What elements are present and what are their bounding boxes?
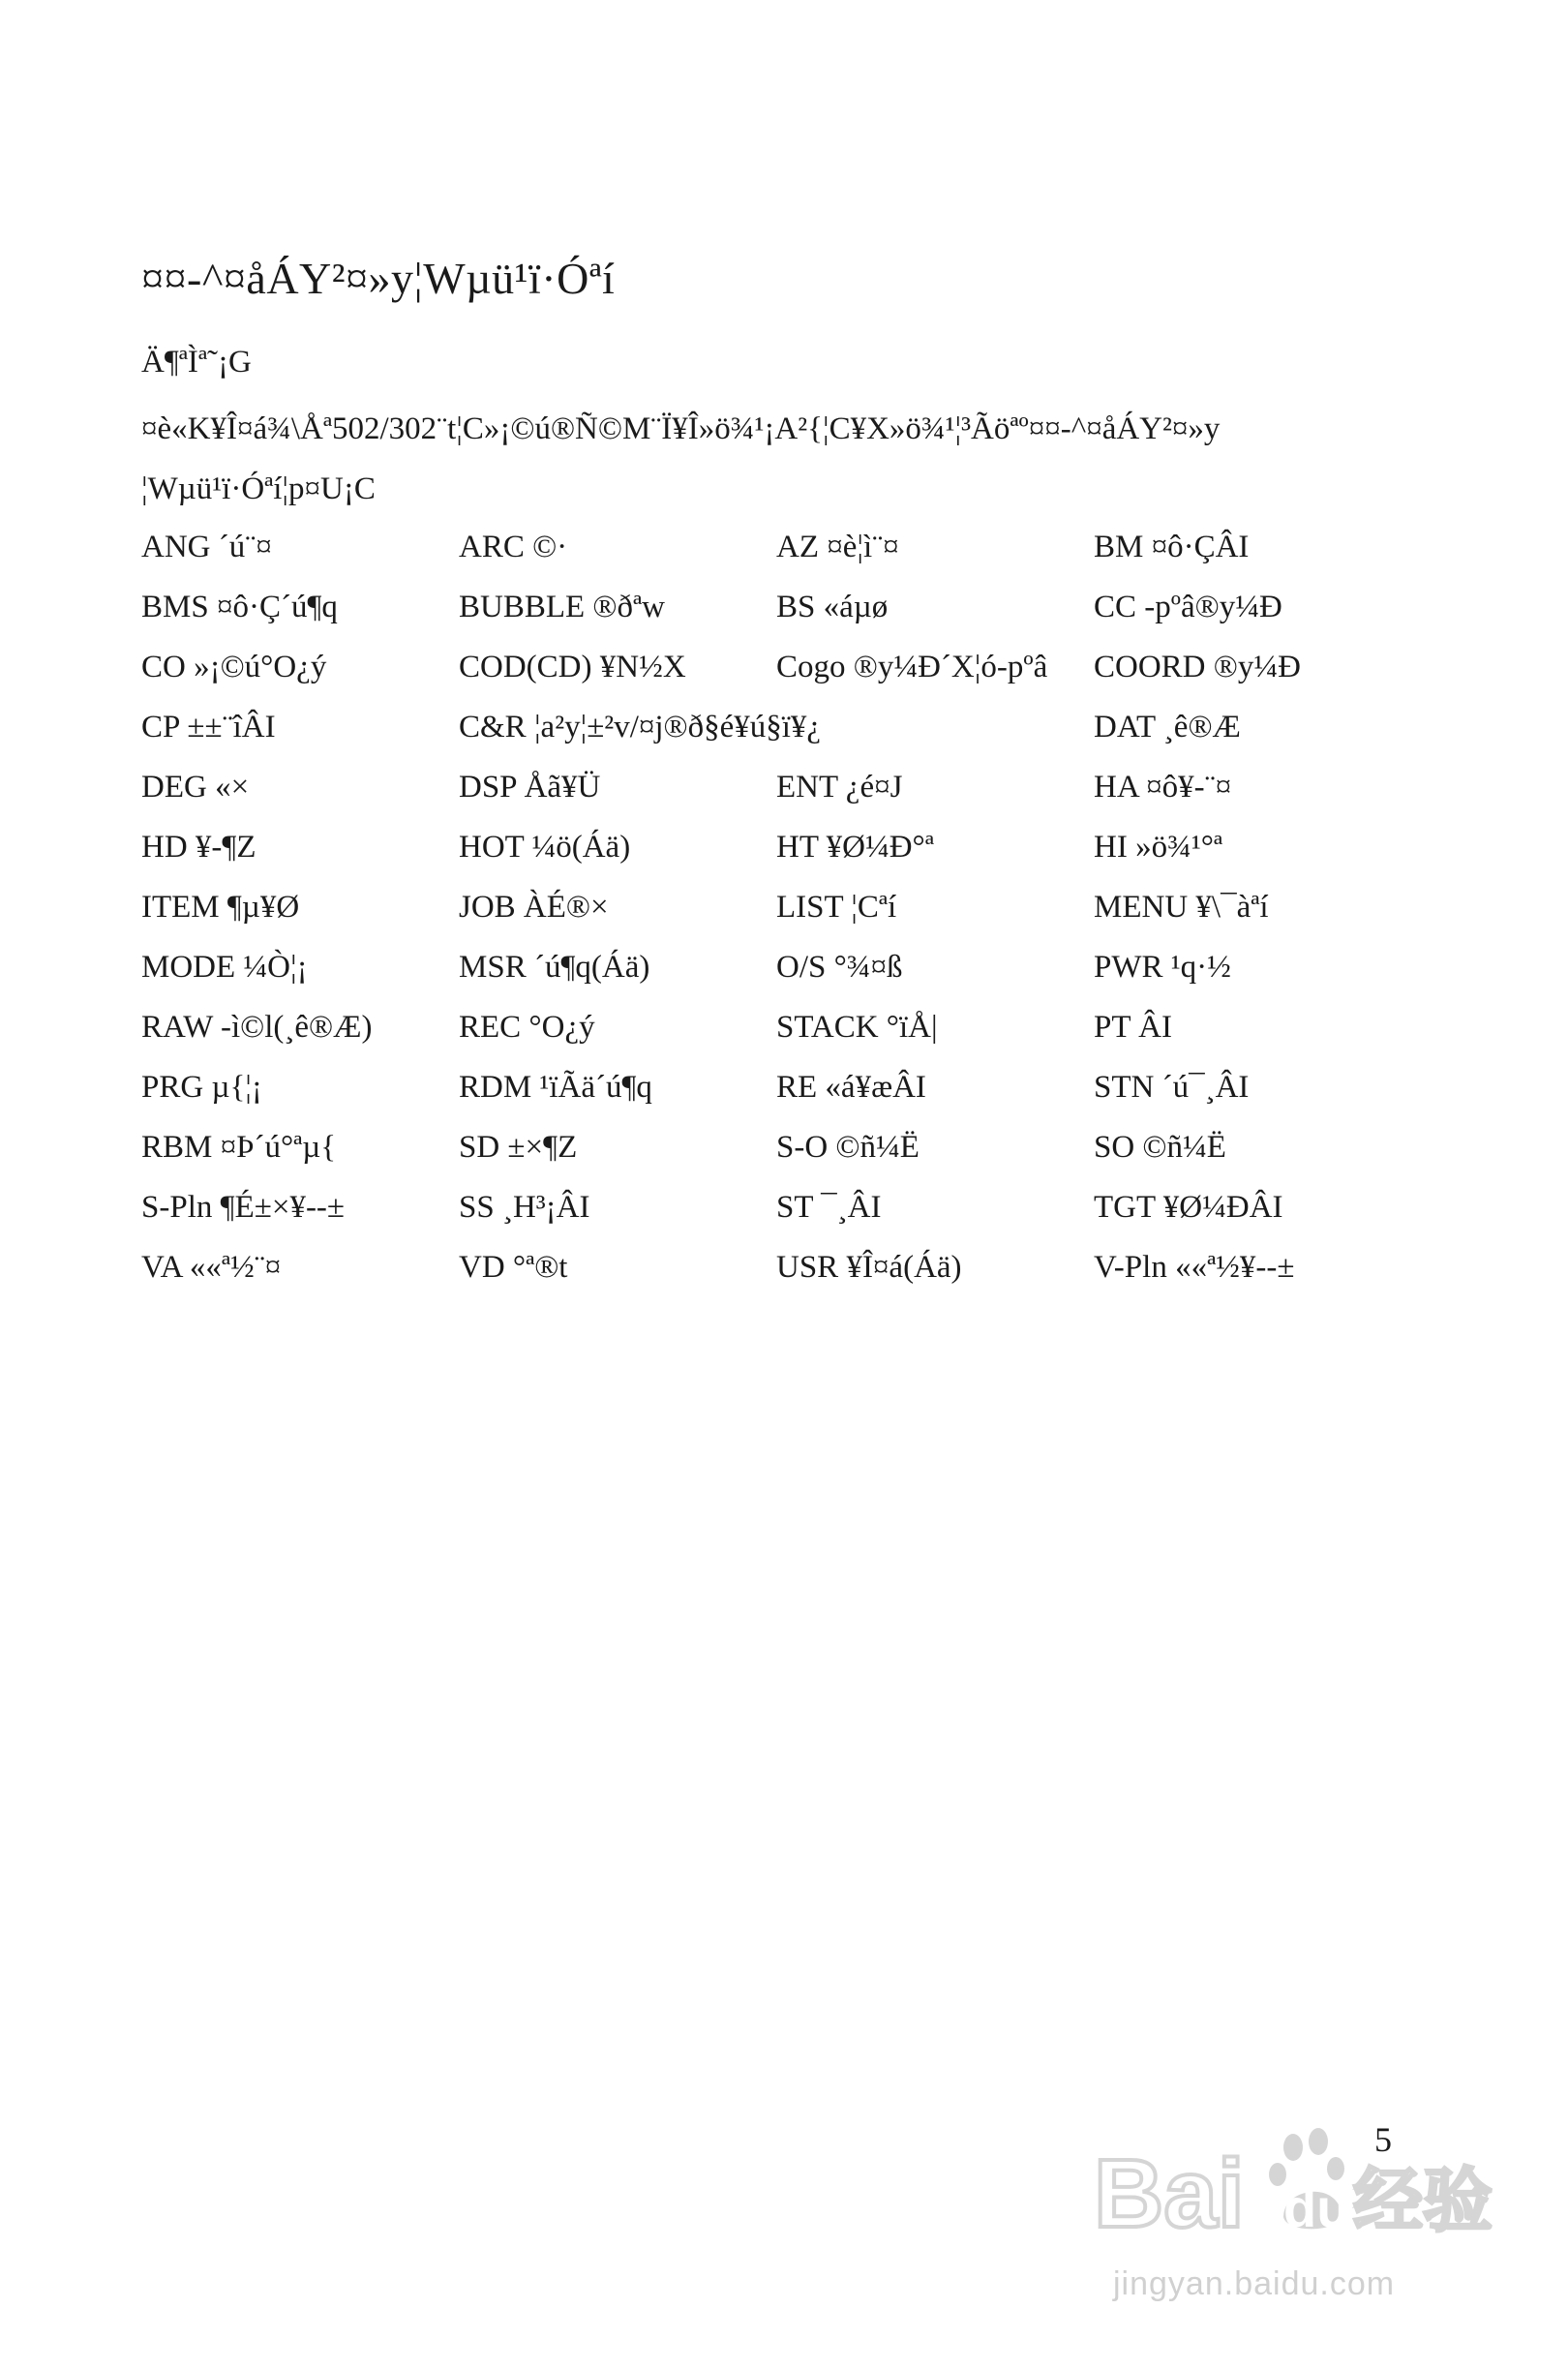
glossary-entry: PT ÂI: [1094, 1010, 1172, 1045]
glossary-row: [141, 997, 1400, 1057]
glossary-row: [141, 877, 1400, 937]
glossary-entry: ENT ¿é¤J: [776, 770, 903, 805]
glossary-entry: ST ¯¸ÂI: [776, 1190, 882, 1225]
glossary-entry: HA ¤ô¥-¨¤: [1094, 770, 1232, 805]
glossary-row: [141, 577, 1400, 637]
glossary-entry: JOB ÀÉ®×: [459, 890, 609, 925]
glossary-entry: PWR ¹q·½: [1094, 950, 1231, 985]
glossary-entry: RE «á¥æÂI: [776, 1070, 926, 1105]
intro-label: Ä¶ªÌª˜¡G: [141, 345, 252, 380]
glossary-entry: S-O ©ñ¼Ë: [776, 1130, 920, 1165]
glossary-row: [141, 1057, 1400, 1117]
glossary-table: [141, 517, 1400, 1297]
glossary-entry: AZ ¤è¦ì¨¤: [776, 530, 899, 564]
glossary-entry: TGT ¥Ø¼ÐÂI: [1094, 1190, 1283, 1225]
glossary-row: [141, 1237, 1400, 1297]
glossary-entry: SS ¸H³¡ÂI: [459, 1190, 590, 1225]
glossary-entry: BMS ¤ô·Ç´ú¶q: [141, 590, 338, 624]
glossary-entry: VD °ª®t: [459, 1250, 568, 1285]
glossary-row: [141, 697, 1400, 757]
glossary-entry: BM ¤ô·ÇÂI: [1094, 530, 1250, 564]
glossary-entry: REC °O¿ý: [459, 1010, 595, 1045]
glossary-row: [141, 1117, 1400, 1177]
glossary-row: [141, 637, 1400, 697]
glossary-entry: RDM ¹ïÃä´ú¶q: [459, 1070, 652, 1105]
glossary-entry: HOT ¼ö(Áä): [459, 830, 631, 865]
glossary-entry: LIST ¦Cªí: [776, 890, 897, 925]
glossary-entry: MSR ´ú¶q(Áä): [459, 950, 650, 985]
intro-paragraph: [141, 399, 1322, 519]
intro-line: ¤è«K¥Î¤á¾\Åª502/302¨t¦C»¡©ú®Ñ©M¨Ï¥Î»ö¾¹¡A²{¦C¥X»ö¾¹¦³Ãöªº¤¤-^¤åÁY²¤»y: [141, 411, 1221, 446]
page-number: 5: [1374, 2120, 1392, 2159]
glossary-entry: O/S °¾¤ß: [776, 950, 903, 985]
watermark: [1094, 2120, 1500, 2343]
svg-text:du: du: [1283, 2177, 1350, 2238]
svg-text:Bai: Bai: [1094, 2140, 1245, 2248]
glossary-entry: SO ©ñ¼Ë: [1094, 1130, 1226, 1165]
glossary-entry: PRG µ{¦¡: [141, 1070, 262, 1105]
glossary-entry: STN ´ú¯¸ÂI: [1094, 1070, 1250, 1105]
glossary-entry: ITEM ¶µ¥Ø: [141, 890, 300, 925]
glossary-entry: DEG «×: [141, 770, 250, 805]
watermark-url: jingyan.baidu.com: [1113, 2265, 1396, 2302]
glossary-entry: HI »ö¾¹°ª: [1094, 830, 1223, 865]
glossary-entry: CP ±±¨îÂI: [141, 710, 276, 744]
glossary-entry: Cogo ®y¼Ð´X¦ó-pºâ: [776, 650, 1048, 684]
glossary-entry: BS «áµø: [776, 590, 889, 624]
glossary-row: [141, 757, 1400, 817]
glossary-entry: CO »¡©ú°O¿ý: [141, 650, 327, 684]
baidu-jingyan-logo: [1094, 2120, 1500, 2256]
svg-text:经验: 经验: [1353, 2160, 1493, 2241]
glossary-entry: STACK °ïÅ|: [776, 1010, 938, 1045]
glossary-entry: ANG ´ú¨¤: [141, 530, 272, 564]
glossary-entry: COD(CD) ¥N½X: [459, 650, 686, 684]
glossary-entry: DAT ¸ê®Æ: [1094, 710, 1241, 744]
glossary-entry: SD ±×¶Z: [459, 1130, 578, 1165]
glossary-entry: USR ¥Î¤á(Áä): [776, 1250, 962, 1285]
glossary-entry: BUBBLE ®ðªw: [459, 590, 665, 624]
glossary-entry: RAW -ì©l(¸ê®Æ): [141, 1010, 373, 1045]
glossary-entry: CC -pºâ®y¼Ð: [1094, 590, 1282, 624]
glossary-row: [141, 517, 1400, 577]
glossary-entry: ARC ©·: [459, 530, 568, 564]
glossary-entry: RBM ¤Þ´ú°ªµ{: [141, 1130, 337, 1165]
page-title: ¤¤-^¤åÁY²¤»y¦Wµü¹ï·Óªí: [141, 254, 616, 303]
glossary-row: [141, 817, 1400, 877]
glossary-row: [141, 937, 1400, 997]
glossary-entry: MENU ¥\¯àªí: [1094, 890, 1269, 925]
intro-line: ¦Wµü¹ï·Óªí¦p¤U¡C: [141, 471, 376, 506]
glossary-entry: COORD ®y¼Ð: [1094, 650, 1301, 684]
glossary-entry: S-Pln ¶É±×¥--±: [141, 1190, 346, 1225]
glossary-entry: C&R ¦a²y¦±²v/¤j®ð§é¥ú§ï¥¿: [459, 710, 822, 744]
glossary-row: [141, 1177, 1400, 1237]
glossary-entry: HD ¥-¶Z: [141, 830, 256, 865]
glossary-entry: MODE ¼Ò¦¡: [141, 950, 308, 985]
glossary-entry: HT ¥Ø¼Ð°ª: [776, 830, 934, 865]
glossary-entry: VA ««ª½¨¤: [141, 1250, 282, 1285]
glossary-entry: DSP Åã¥Ü: [459, 770, 601, 805]
glossary-entry: V-Pln ««ª½¥--±: [1094, 1250, 1295, 1285]
